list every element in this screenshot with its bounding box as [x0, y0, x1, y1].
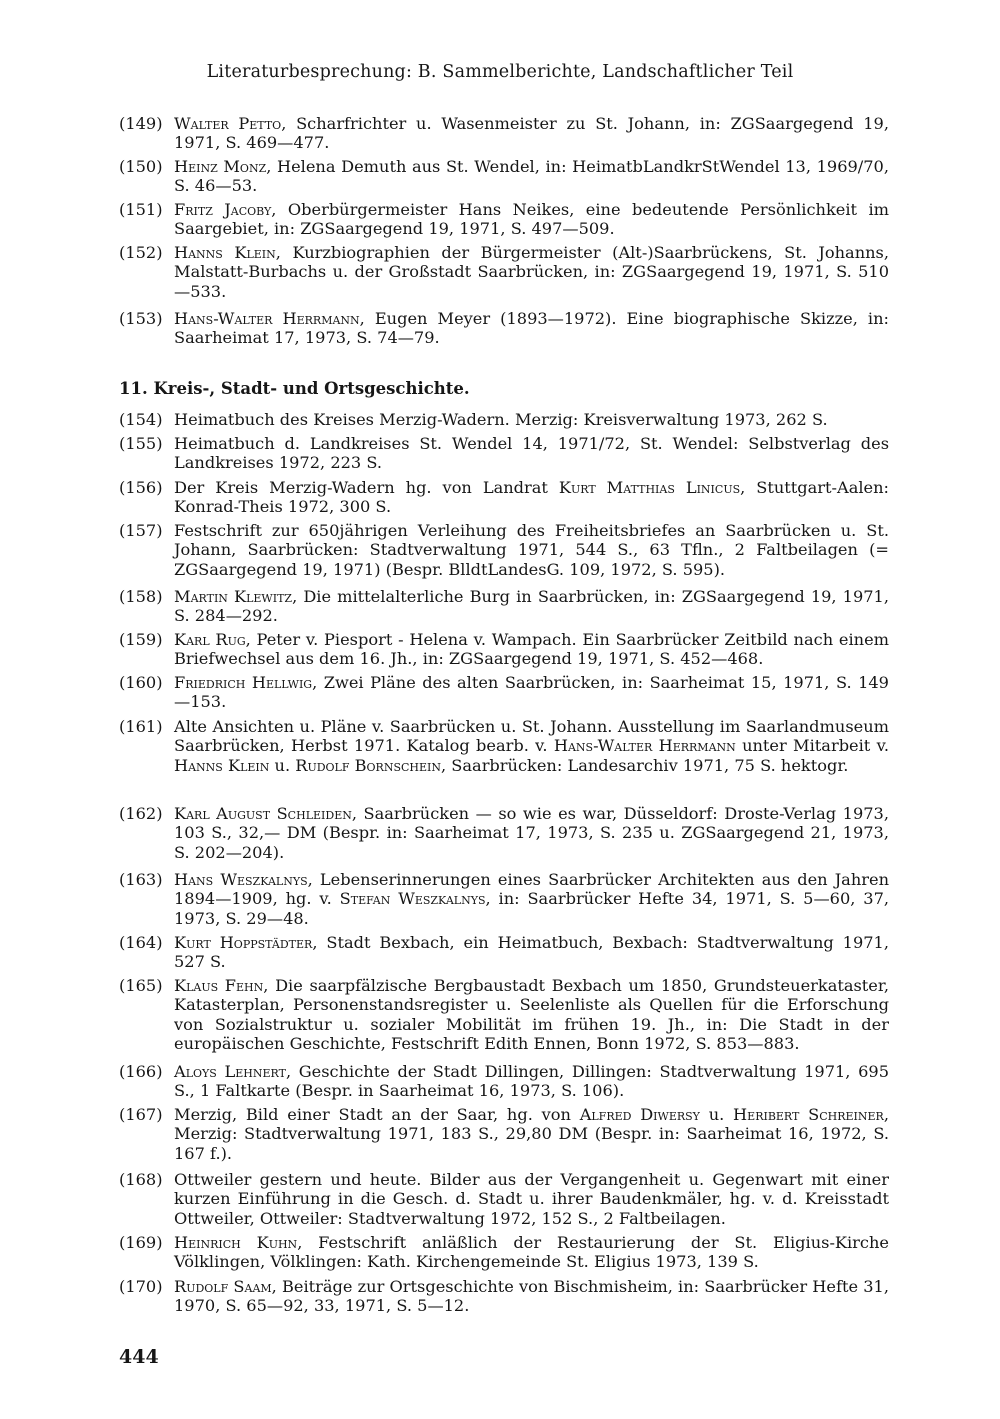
entry-text: Festschrift zur 650jährigen Verleihung des Freiheitsbriefes an Saarbrücken u. St. Johann, Saarbrücken: Stadtverwaltung 1971, 544 S., 63 Tfln., 2 Faltbeilagen (= ZGSaargegend 19, 1971) (Bespr. BlldtLandesG. 109, 1972, S. 595). — [174, 521, 889, 579]
bibliography-entry-168 — [119, 1170, 889, 1228]
bibliography-entry-159 — [119, 630, 889, 669]
entry-text — [174, 309, 889, 348]
entry-text: Klaus Fehn, Die saarpfälzische Bergbaustadt Bexbach um 1850, Grundsteuerkataster, Katasterplan, Personenstandsregister u. Seelenliste als Quellen für die Erforschung von Sozialstruktur u. sozialer Mobilität im frühen 19. Jh., in: Die Stadt in der europäischen Geschichte, Festschrift Edith Ennen, Bonn 1972, S. 853—883. — [174, 976, 889, 1054]
entry-text — [174, 200, 889, 239]
entry-number: (168) — [119, 1170, 163, 1189]
entry-text — [174, 157, 889, 196]
entry-text: Rudolf Saam, Beiträge zur Ortsgeschichte von Bischmisheim, in: Saarbrücker Hefte 31, 1970, S. 65—92, 33, 1971, S. 5—12. — [174, 1277, 889, 1316]
entry-text: Aloys Lehnert, Geschichte der Stadt Dillingen, Dillingen: Stadtverwaltung 1971, 695 S., 1 Faltkarte (Bespr. in Saarheimat 16, 1973, S. 106). — [174, 1062, 889, 1101]
entry-number: (156) — [119, 478, 163, 497]
bibliography-entry-170 — [119, 1277, 889, 1316]
entry-number: (157) — [119, 521, 163, 540]
bibliography-entry-167 — [119, 1105, 889, 1163]
entry-text: Karl August Schleiden, Saarbrücken — so wie es war, Düsseldorf: Droste-Verlag 1973, 103 S., 32,— DM (Bespr. in: Saarheimat 17, 1973, S. 235 u. ZGSaargegend 21, 1973, S. 202—204). — [174, 804, 890, 862]
entry-number: (161) — [119, 717, 163, 736]
entry-number: (152) — [119, 243, 163, 262]
entry-number: (159) — [119, 630, 163, 649]
bibliography-entry-152 — [119, 243, 889, 301]
entry-number: (162) — [119, 804, 163, 823]
running-head: Literaturbesprechung: B. Sammelberichte, Landschaftlicher Teil — [206, 62, 794, 82]
entry-text — [174, 114, 889, 153]
entry-number: (163) — [119, 870, 163, 889]
entry-text: Merzig, Bild einer Stadt an der Saar, hg. von Alfred Diwersy u. Heribert Schreiner, Merzig: Stadtverwaltung 1971, 183 S., 29,80 DM (Bespr. in: Saarheimat 16, 1972, S. 167 f.). — [174, 1105, 889, 1163]
entry-author: Heinz Monz — [174, 157, 267, 176]
bibliography-entry-156 — [119, 478, 889, 517]
bibliography-entry-160 — [119, 673, 889, 712]
bibliography-entry-153 — [119, 309, 889, 348]
entry-text: Der Kreis Merzig-Wadern hg. von Landrat Kurt Matthias Linicus, Stuttgart-Aalen: Konrad-Theis 1972, 300 S. — [174, 478, 889, 517]
entry-citation: , Kurzbiographien der Bürgermeister (Alt-)Saarbrückens, St. Johanns, Malstatt-Burbachs u. der Großstadt Saarbrücken, in: ZGSaargegend 19, 1971, S. 510—533. — [174, 243, 889, 301]
entry-number: (164) — [119, 933, 163, 952]
bibliography-entry-166 — [119, 1062, 889, 1101]
bibliography-entry-157 — [119, 521, 889, 579]
entry-number: (149) — [119, 114, 163, 133]
entry-number: (150) — [119, 157, 163, 176]
entry-number: (155) — [119, 434, 163, 453]
entry-citation: , Oberbürgermeister Hans Neikes, eine bedeutende Persönlichkeit im Saargebiet, in: ZGSaargegend 19, 1971, S. 497—509. — [174, 200, 889, 239]
bibliography-entry-161 — [119, 717, 889, 775]
bibliography-entry-154 — [119, 410, 889, 429]
bibliography-entry-155 — [119, 434, 889, 473]
entry-number: (166) — [119, 1062, 163, 1081]
entry-text: Alte Ansichten u. Pläne v. Saarbrücken u. St. Johann. Ausstellung im Saarlandmuseum Saarbrücken, Herbst 1971. Katalog bearb. v. Hans-Walter Herrmann unter Mitarbeit v. Hanns Klein u. Rudolf Bornschein, Saarbrücken: Landesarchiv 1971, 75 S. hektogr. — [174, 717, 889, 775]
bibliography-entry-165 — [119, 976, 889, 1054]
section-heading: 11. Kreis-, Stadt- und Ortsgeschichte. — [119, 379, 470, 398]
entry-citation: , Scharfrichter u. Wasenmeister zu St. Johann, in: ZGSaargegend 19, 1971, S. 469—477. — [174, 114, 889, 153]
bibliography-entry-151 — [119, 200, 889, 239]
entry-author: Fritz Jacoby — [174, 200, 272, 219]
entry-number: (154) — [119, 410, 163, 429]
entry-author: Walter Petto — [174, 114, 282, 133]
entry-text: Heimatbuch des Kreises Merzig-Wadern. Merzig: Kreisverwaltung 1973, 262 S. — [174, 410, 828, 429]
entry-text: Friedrich Hellwig, Zwei Pläne des alten Saarbrücken, in: Saarheimat 15, 1971, S. 149—153. — [174, 673, 889, 712]
entry-number: (151) — [119, 200, 163, 219]
bibliography-entry-164 — [119, 933, 889, 972]
entry-text: Ottweiler gestern und heute. Bilder aus der Vergangenheit u. Gegenwart mit einer kurzen Einführung in die Gesch. d. Stadt u. ihrer Baudenkmäler, hg. v. d. Kreisstadt Ottweiler, Ottweiler: Stadtverwaltung 1972, 152 S., 2 Faltbeilagen. — [174, 1170, 889, 1228]
entry-text — [174, 243, 889, 301]
bibliography-entry-149 — [119, 114, 889, 153]
bibliography-entry-163 — [119, 870, 889, 928]
entry-number: (169) — [119, 1233, 163, 1252]
bibliography-entry-169 — [119, 1233, 889, 1272]
entry-number: (167) — [119, 1105, 163, 1124]
bibliography-entry-162 — [119, 804, 889, 862]
entry-text: Heinrich Kuhn, Festschrift anläßlich der Restaurierung der St. Eligius-Kirche Völklingen, Völklingen: Kath. Kirchengemeinde St. Eligius 1973, 139 S. — [174, 1233, 889, 1272]
entry-number: (158) — [119, 587, 163, 606]
entry-number: (170) — [119, 1277, 163, 1296]
entry-text: Kurt Hoppstädter, Stadt Bexbach, ein Heimatbuch, Bexbach: Stadtverwaltung 1971, 527 S. — [174, 933, 889, 972]
bibliography-entry-158 — [119, 587, 889, 626]
page-number: 444 — [119, 1346, 159, 1368]
entry-number: (165) — [119, 976, 163, 995]
entry-number: (160) — [119, 673, 163, 692]
entry-citation: , Eugen Meyer (1893—1972). Eine biographische Skizze, in: Saarheimat 17, 1973, S. 74—79. — [174, 309, 889, 348]
entry-number: (153) — [119, 309, 163, 328]
entry-text: Martin Klewitz, Die mittelalterliche Burg in Saarbrücken, in: ZGSaargegend 19, 1971, S. 284—292. — [174, 587, 889, 626]
bibliography-entry-150 — [119, 157, 889, 196]
entry-text: Heimatbuch d. Landkreises St. Wendel 14, 1971/72, St. Wendel: Selbstverlag des Landkreises 1972, 223 S. — [174, 434, 889, 473]
entry-citation: , Helena Demuth aus St. Wendel, in: HeimatbLandkrStWendel 13, 1969/70, S. 46—53. — [174, 157, 889, 196]
entry-author: Hanns Klein — [174, 243, 276, 262]
entry-author: Hans-Walter Herrmann — [174, 309, 360, 328]
entry-text: Karl Rug, Peter v. Piesport - Helena v. Wampach. Ein Saarbrücker Zeitbild nach einem Briefwechsel aus dem 16. Jh., in: ZGSaargegend 19, 1971, S. 452—468. — [174, 630, 889, 669]
entry-text: Hans Weszkalnys, Lebenserinnerungen eines Saarbrücker Architekten aus den Jahren 1894—1909, hg. v. Stefan Weszkalnys, in: Saarbrücker Hefte 34, 1971, S. 5—60, 37, 1973, S. 29—48. — [174, 870, 890, 928]
